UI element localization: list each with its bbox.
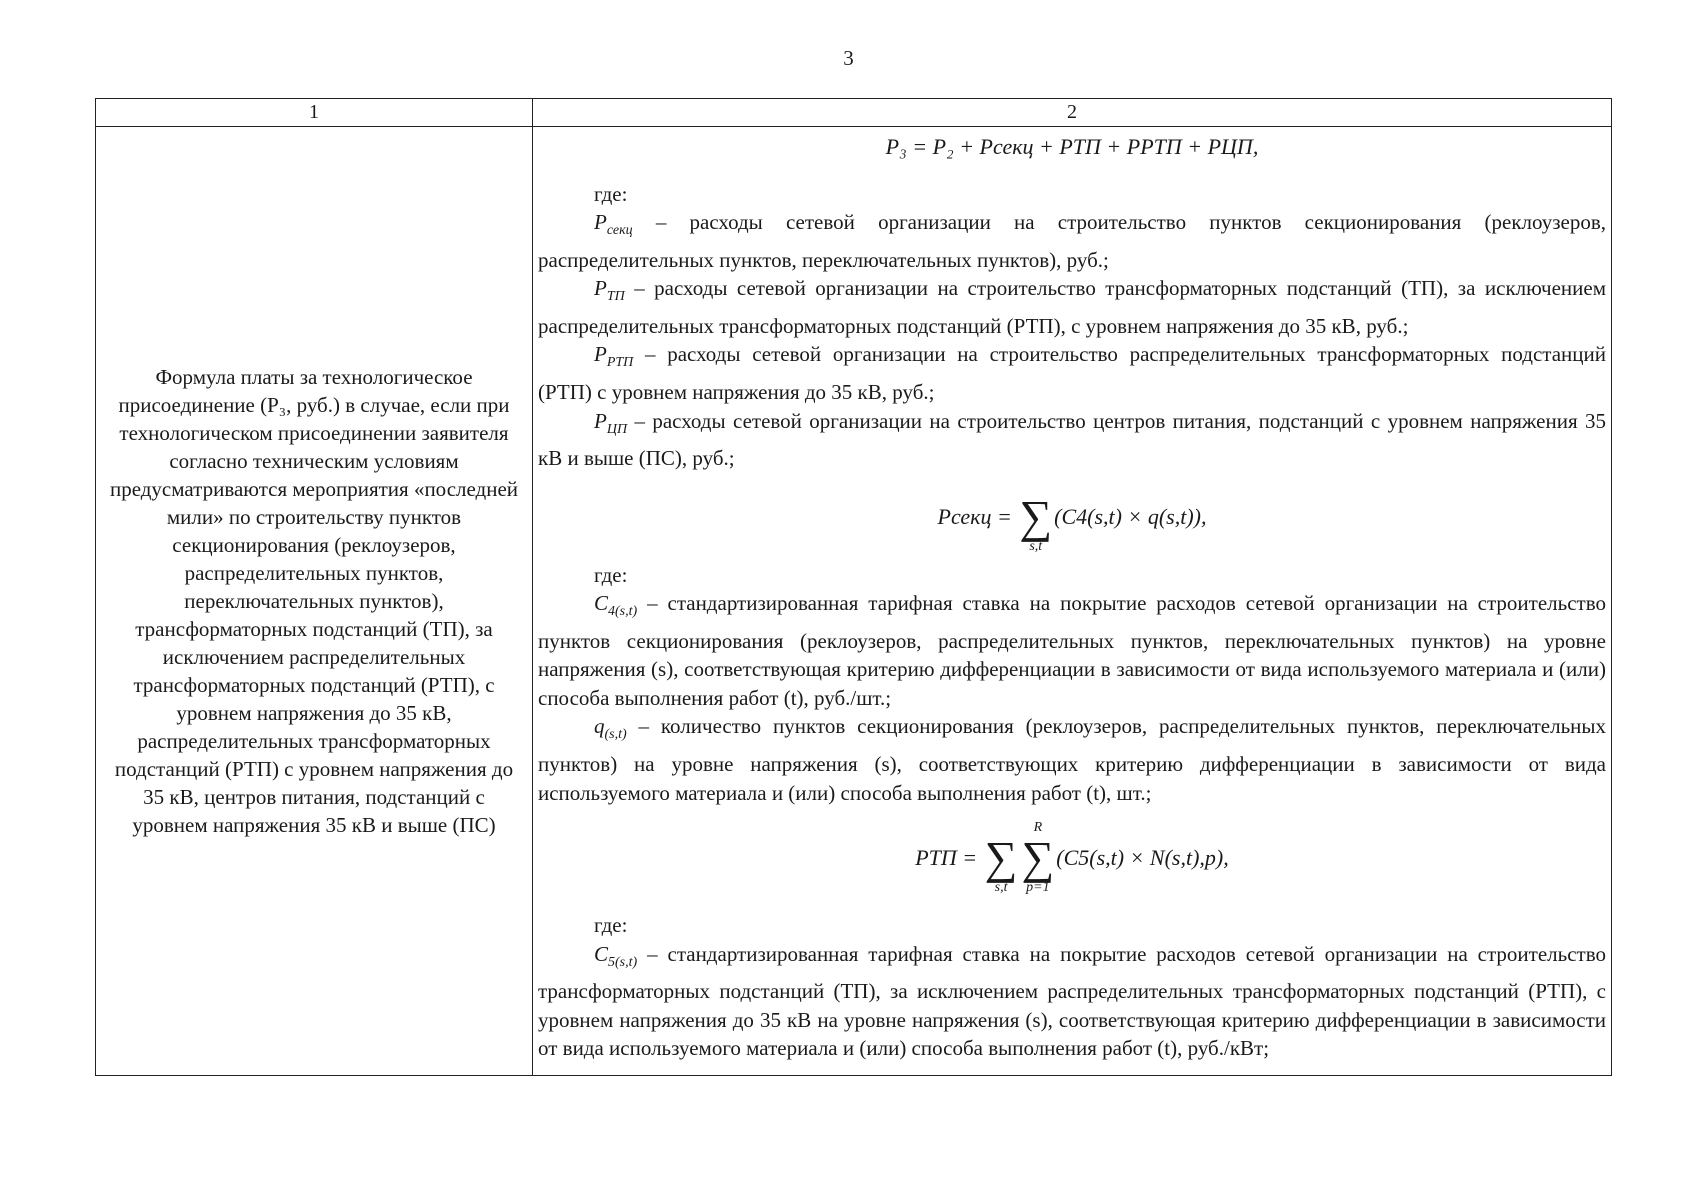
symbol-p-cp: $P_{ЦП}$ [594, 408, 628, 437]
sum-upper-limit: R [1033, 820, 1043, 836]
sigma-icon: ∑ [1021, 832, 1055, 884]
symbol-p-tp: $P_{ТП}$ [594, 276, 625, 305]
header-column-2: 2 [1067, 101, 1077, 123]
formula-p3: P₃ = P₂ + Pсекц + PТП + PРТП + PЦП, [885, 134, 1259, 159]
definition-p-tp: $P_{ТП}$ – расходы сетевой организации на строительство трансформаторных подстанций (ТП), за исключением распределительных трансформаторных подстанций (РТП), с уровнем напряжения до 35 кВ, руб.; [538, 276, 1606, 338]
sum-operator [1019, 479, 1052, 555]
page-number: 3 [843, 46, 854, 70]
sum-operator-outer [985, 820, 1018, 896]
formula-lhs: Pсекц = [937, 503, 1012, 529]
symbol-c5: $C_{5(s,t)}$ [594, 941, 638, 970]
definition-p-rtp: $P_{РТП}$ – расходы сетевой организации на строительство распределительных трансформаторных подстанций (РТП) с уровнем напряжения до 35 кВ, руб.; [538, 342, 1606, 405]
symbol-c4: $C_{4(s,t)}$ [594, 591, 638, 620]
where-label: где: [594, 562, 628, 587]
sigma-icon: ∑ [984, 832, 1018, 884]
formula-body: (C5(s,t) × N(s,t),p), [1056, 844, 1229, 870]
column-divider [532, 99, 533, 1075]
symbol-p-secc: $P_{секц}$ [594, 210, 633, 239]
sum-operator-inner [1021, 820, 1054, 896]
definition-p-secc: $P_{секц}$ – расходы сетевой организации на строительство пунктов секционирования (реклоузеров, распределительных пунктов, переключательных пунктов), руб.; [538, 210, 1606, 272]
header-column-1: 1 [309, 101, 319, 123]
symbol-q: $q_{(s,t)}$ [594, 714, 627, 743]
table-header-row [96, 99, 1611, 127]
sigma-icon: ∑ [1019, 490, 1053, 542]
formula-p-secc-sum [538, 479, 1606, 555]
formula-p-tp-sum [538, 813, 1606, 903]
definition-p-cp: $P_{ЦП}$ – расходы сетевой организации на строительство центров питания, подстанций с уровнем напряжения 35 кВ и выше (ПС), руб.; [538, 408, 1606, 471]
sum-lower-limit: s,t [994, 880, 1008, 896]
formula-description: Формула платы за технологическое присоединение (P₃, руб.) в случае, если при технологическом присоединении заявителя согласно техническим условиям предусматриваются мероприятия «последней мили» по строительству пунктов секционирования (реклоузеров, распределительных пунктов, переключательных пунктов), трансформаторных подстанций (ТП), за исключением распределительных трансформаторных подстанций (РТП), с уровнем напряжения до 35 кВ, распределительных трансформаторных подстанций (РТП) с уровнем напряжения до 35 кВ, центров питания, подстанций с уровнем напряжения 35 кВ и выше (ПС) [109, 365, 519, 837]
tariff-formula-table [95, 98, 1612, 1076]
symbol-p-rtp: $P_{РТП}$ [594, 342, 634, 371]
formula-lhs: PТП = [915, 844, 978, 870]
right-cell [538, 127, 1606, 1063]
where-label: где: [594, 181, 628, 206]
definition-q: $q_{(s,t)}$ – количество пунктов секционирования (реклоузеров, распределительных пунктов, переключательных пунктов) на уровне напряжения (s), соответствующих критерию дифференциации в зависимости от вида используемого материала и (или) способа выполнения работ (t), шт.; [538, 714, 1606, 805]
where-label: где: [594, 913, 628, 938]
left-cell [96, 127, 532, 1075]
definition-c5: $C_{5(s,t)}$ – стандартизированная тарифная ставка на покрытие расходов сетевой организации на строительство трансформаторных подстанций (ТП), за исключением распределительных трансформаторных подстанций (РТП), с уровнем напряжения до 35 кВ на уровне напряжения (s), соответствующая критерию дифференциации в зависимости от вида используемого материала и (или) способа выполнения работ (t), руб./кВт; [538, 941, 1606, 1061]
sum-lower-limit: s,t [1029, 538, 1043, 554]
formula-body: (C4(s,t) × q(s,t)), [1054, 503, 1207, 529]
sum-lower-limit: p=1 [1026, 880, 1050, 896]
definition-c4: $C_{4(s,t)}$ – стандартизированная тарифная ставка на покрытие расходов сетевой организации на строительство пунктов секционирования (реклоузеров, распределительных пунктов, переключательных пунктов) на уровне напряжения (s), соответствующая критерию дифференциации в зависимости от вида используемого материала и (или) способа выполнения работ (t), руб./шт.; [538, 591, 1606, 710]
